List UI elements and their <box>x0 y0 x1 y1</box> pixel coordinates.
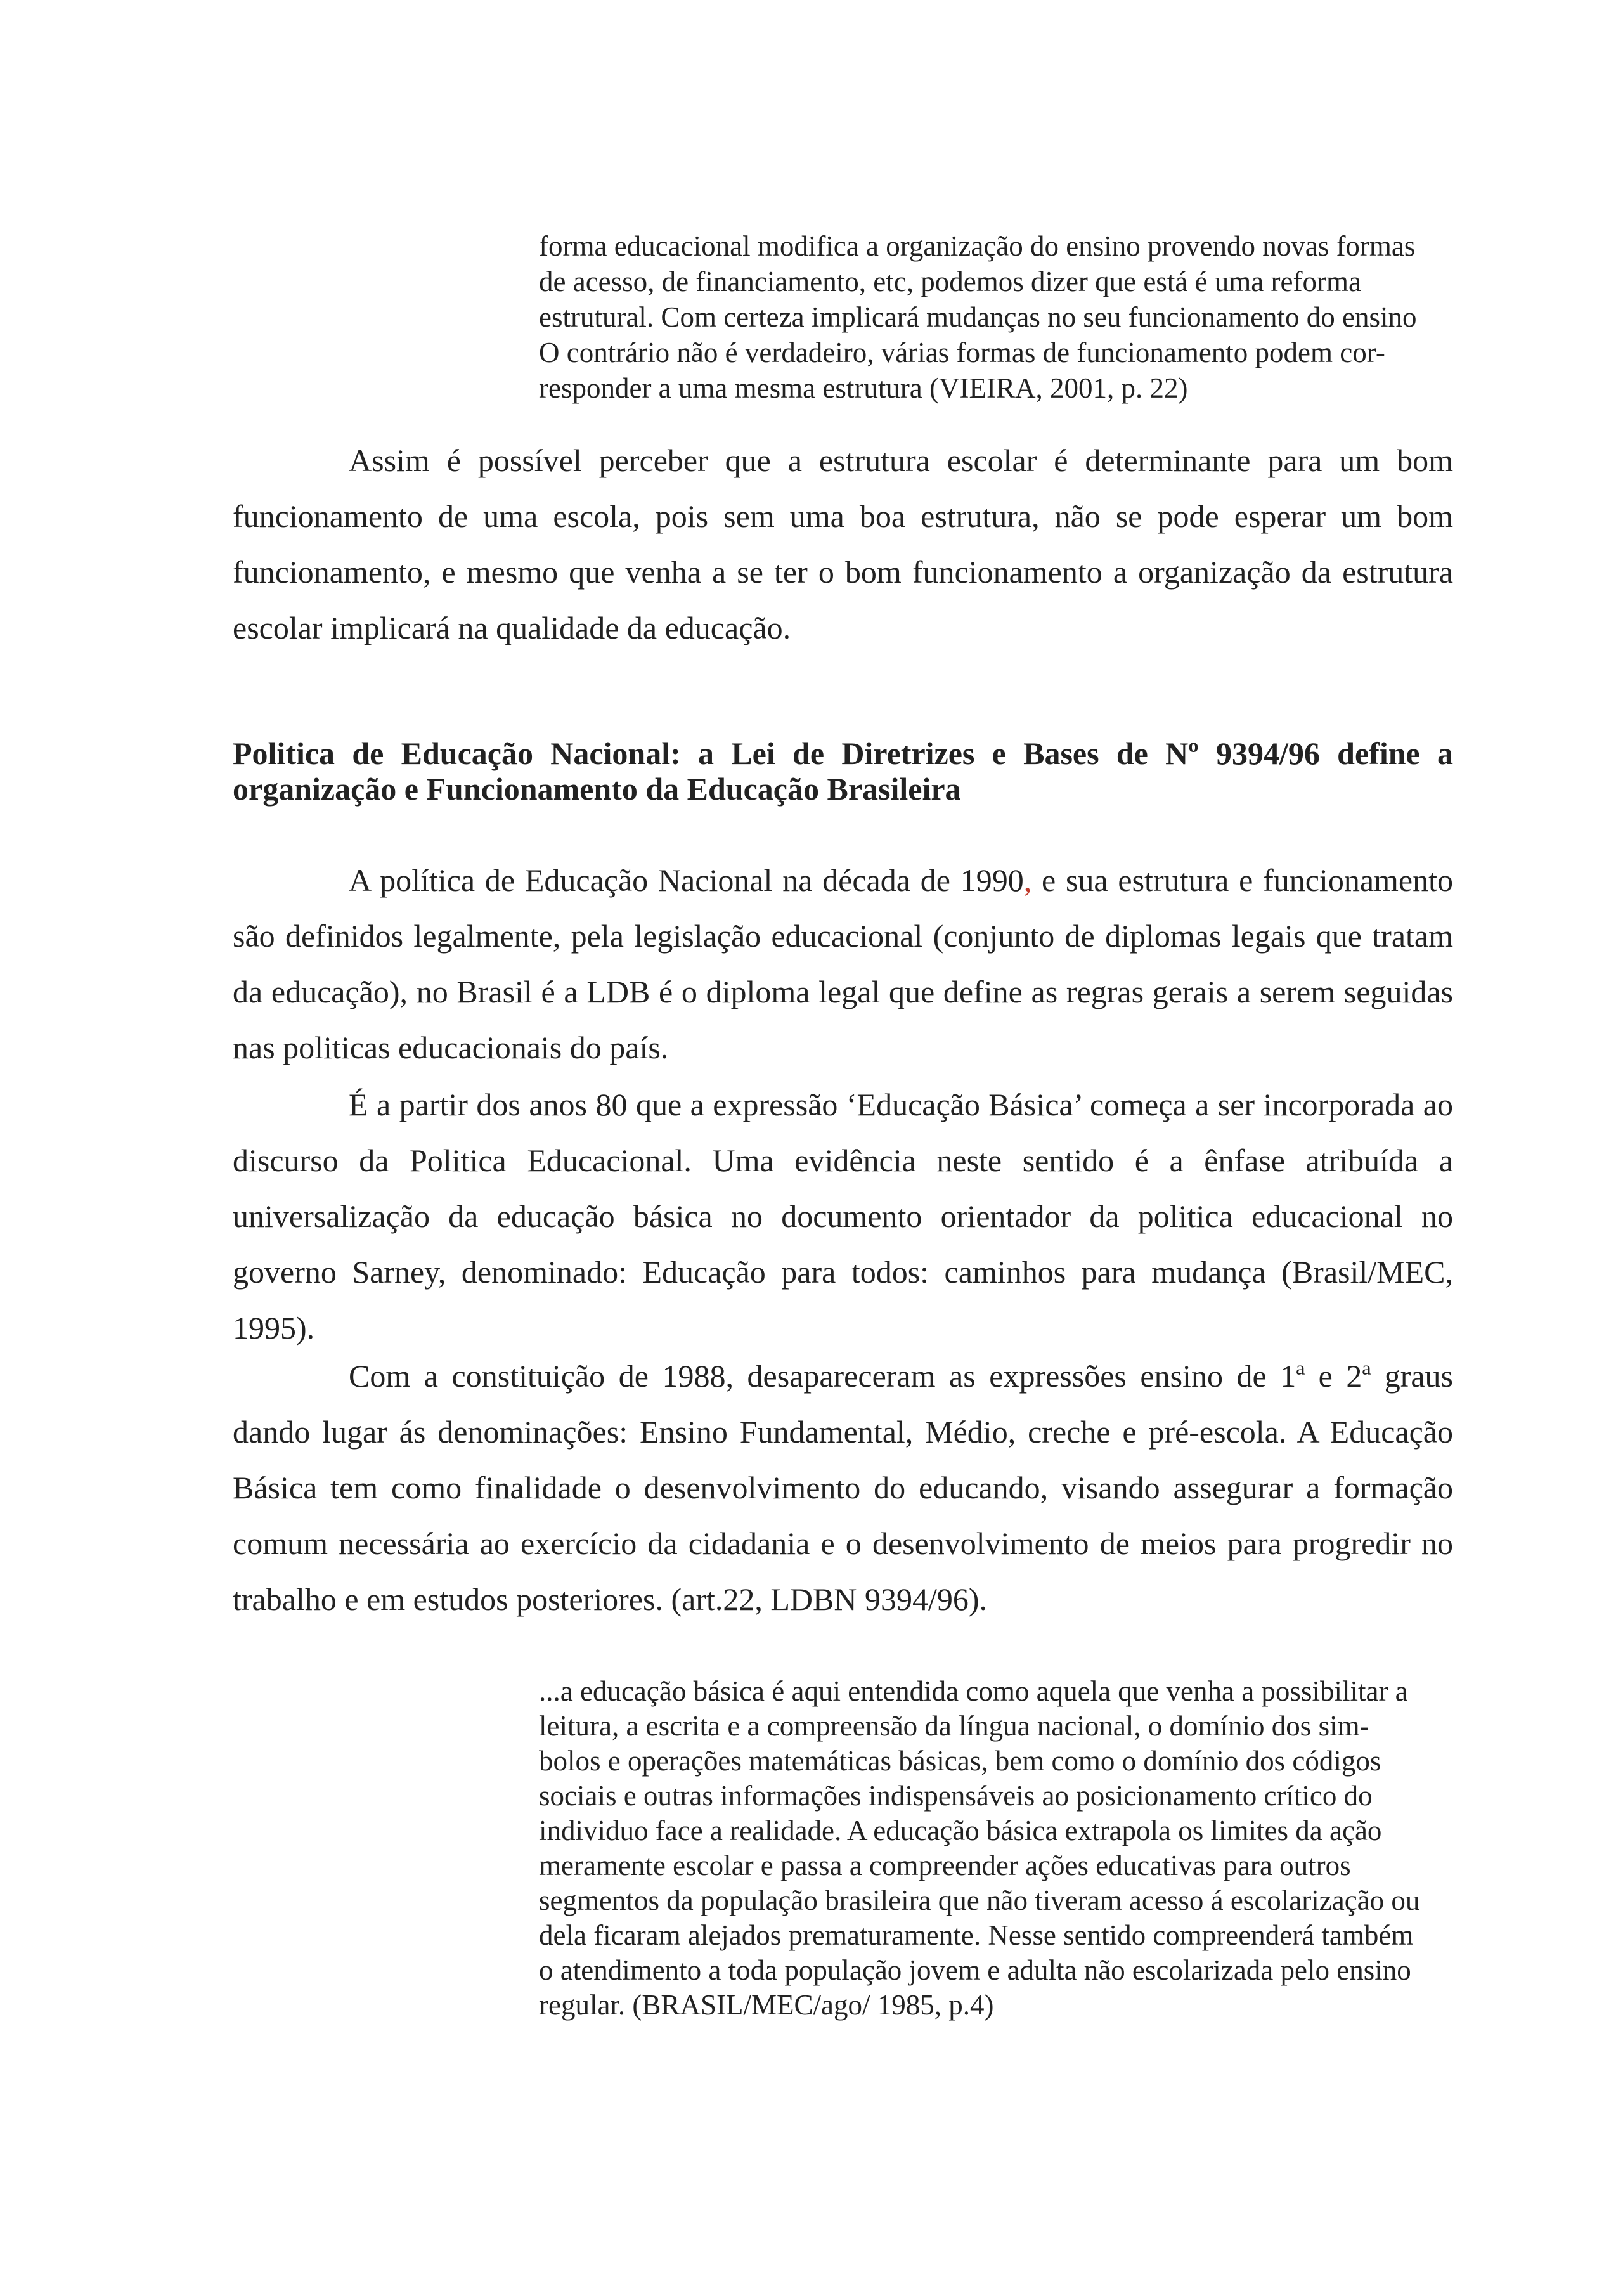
quote-line: leitura, a escrita e a compreensão da língua nacional, o domínio dos sim- <box>539 1710 1369 1742</box>
block-quote-top <box>539 228 1471 406</box>
quote-line: segmentos da população brasileira que não tiveram acesso á escolarização ou <box>539 1884 1420 1916</box>
quote-line: meramente escolar e passa a compreender ações educativas para outros <box>539 1850 1351 1881</box>
quote-line: o atendimento a toda população jovem e adulta não escolarizada pelo ensino <box>539 1954 1411 1986</box>
section-heading <box>233 736 1453 807</box>
body-paragraph-basic-education: É a partir dos anos 80 que a expressão ‘Educação Básica’ começa a ser incorporada ao discurso da Politica Educacional. Uma evidência neste sentido é a ênfase atribuída a universalização da educação básica no documento orientador da politica educacional no governo Sarney, denominado: Educação para todos: caminhos para mudança (Brasil/MEC, 1995). <box>233 1087 1453 1346</box>
quote-line: de acesso, de financiamento, etc, podemos dizer que está é uma reforma <box>539 266 1361 297</box>
quote-line: forma educacional modifica a organização do ensino provendo novas formas <box>539 230 1416 262</box>
quote-line: individuo face a realidade. A educação básica extrapola os limites da ação <box>539 1815 1382 1846</box>
section-heading-line-2: organização e Funcionamento da Educação Brasileira <box>233 771 961 807</box>
paragraph-text-end: e sua estrutura e funcionamento são definidos legalmente, pela legislação educacional (conjunto de diplomas legais que tratam da educação), no Brasil é a LDB é o diploma legal que define as regras gerais a serem seguidas nas politicas educacionais do país. <box>233 862 1453 1065</box>
quote-line: bolos e operações matemáticas básicas, bem como o domínio dos códigos <box>539 1745 1381 1777</box>
body-paragraph-national-policy <box>233 852 1453 1075</box>
highlighted-comma: , <box>1023 862 1032 898</box>
body-paragraph-structure: Assim é possível perceber que a estrutura escolar é determinante para um bom funcionamento de uma escola, pois sem uma boa estrutura, não se pode esperar um bom funcionamento, e mesmo que venha a se ter o bom funcionamento a organização da estrutura escolar implicará na qualidade da educação. <box>233 443 1453 645</box>
paragraph-text-start: A política de Educação Nacional na década de 1990 <box>349 862 1024 898</box>
quote-line: regular. (BRASIL/MEC/ago/ 1985, p.4) <box>539 1989 994 2021</box>
quote-line: dela ficaram alejados prematuramente. Nesse sentido compreenderá também <box>539 1919 1414 1951</box>
quote-line: O contrário não é verdadeiro, várias formas de funcionamento podem cor- <box>539 337 1385 368</box>
quote-line: ...a educação básica é aqui entendida como aquela que venha a possibilitar a <box>539 1675 1408 1707</box>
body-paragraph-constitution: Com a constituição de 1988, desapareceram as expressões ensino de 1ª e 2ª graus dando lugar ás denominações: Ensino Fundamental, Médio, creche e pré-escola. A Educação Básica tem como finalidade o desenvolvimento do educando, visando assegurar a formação comum necessária ao exercício da cidadania e o desenvolvimento de meios para progredir no trabalho e em estudos posteriores. (art.22, LDBN 9394/96). <box>233 1358 1453 1617</box>
quote-line: responder a uma mesma estrutura (VIEIRA, 2001, p. 22) <box>539 372 1188 404</box>
section-heading-line-1: Politica de Educação Nacional: a Lei de Diretrizes e Bases de Nº 9394/96 define a <box>233 736 1453 771</box>
quote-line: sociais e outras informações indispensáveis ao posicionamento crítico do <box>539 1780 1373 1812</box>
block-quote-bottom <box>539 1674 1458 2023</box>
quote-line: estrutural. Com certeza implicará mudanças no seu funcionamento do ensino <box>539 301 1417 333</box>
